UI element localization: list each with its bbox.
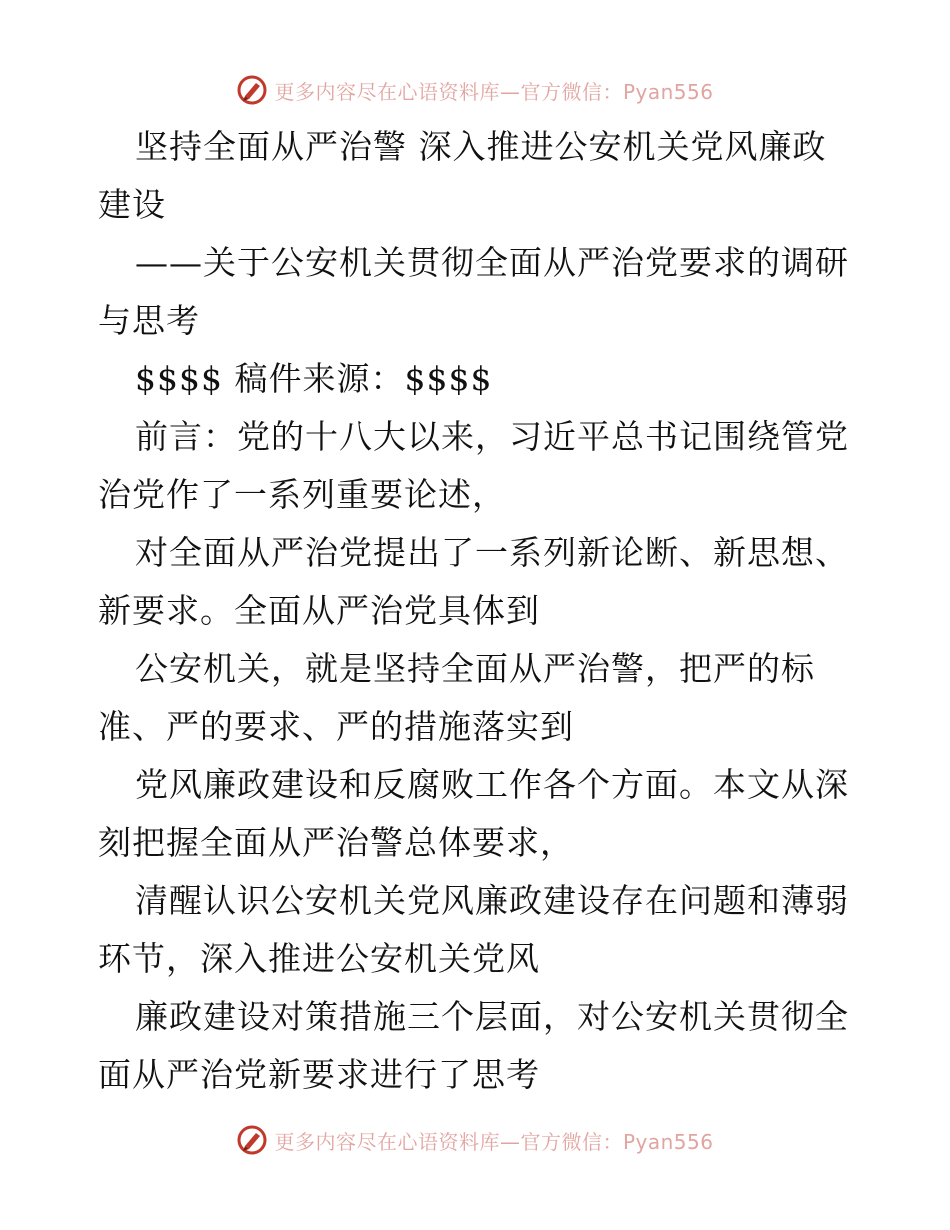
pen-logo-icon	[236, 1124, 268, 1156]
document-paragraph: 对全面从严治党提出了一系列新论断、新思想、新要求。全面从严治党具体到	[98, 533, 849, 630]
document-body	[98, 118, 858, 1104]
document-title: 坚持全面从严治警 深入推进公安机关党风廉政建设	[98, 127, 827, 224]
document-subtitle: ——关于公安机关贯彻全面从严治党要求的调研与思考	[98, 243, 849, 340]
pen-logo-icon	[236, 74, 268, 106]
footer-watermark	[0, 1120, 950, 1160]
header-watermark	[0, 70, 950, 110]
document-paragraph: 前言：党的十八大以来，习近平总书记围绕管党治党作了一系列重要论述，	[98, 417, 849, 514]
document-source: $$$$ 稿件来源：$$$$	[135, 359, 493, 398]
document-paragraph: 党风廉政建设和反腐败工作各个方面。本文从深刻把握全面从严治警总体要求，	[98, 765, 849, 862]
document-paragraph: 公安机关，就是坚持全面从严治警，把严的标准、严的要求、严的措施落实到	[98, 649, 815, 746]
document-paragraph: 廉政建设对策措施三个层面，对公安机关贯彻全面从严治党新要求进行了思考	[98, 997, 849, 1094]
watermark-text: 更多内容尽在心语资料库—官方微信：Pyan556	[274, 1129, 714, 1154]
document-paragraph: 清醒认识公安机关党风廉政建设存在问题和薄弱环节，深入推进公安机关党风	[98, 881, 849, 978]
watermark-text: 更多内容尽在心语资料库—官方微信：Pyan556	[274, 79, 714, 104]
